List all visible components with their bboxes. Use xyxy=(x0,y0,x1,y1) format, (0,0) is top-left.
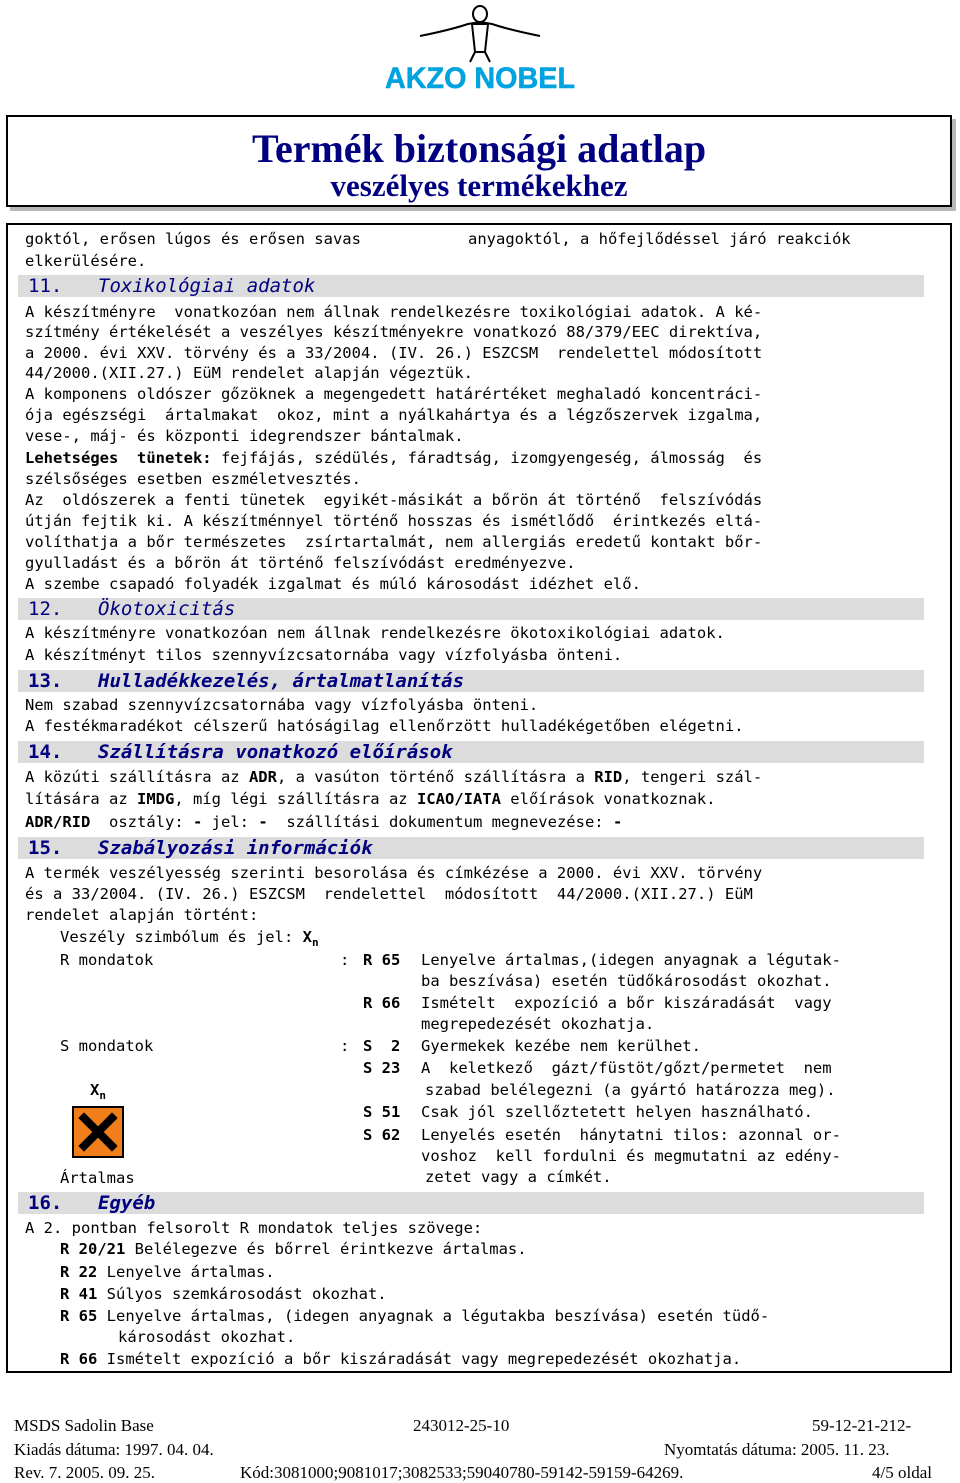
page-subtitle: veszélyes termékekhez xyxy=(330,168,628,203)
adr-term: ADR xyxy=(248,768,277,786)
section-14-title: Szállításra vonatkozó előírások xyxy=(98,741,453,763)
s23-code: S 23 xyxy=(363,1059,401,1077)
section-13-number: 13. xyxy=(28,670,63,692)
s51-text-1: Csak jól szellőztetett helyen használható. xyxy=(421,1103,813,1121)
doc-name-value: - xyxy=(612,813,623,831)
r66-text-1: Ismételt expozíció a bőr kiszáradását vagy xyxy=(421,994,832,1012)
r65-text-1: Lenyelve ártalmas,(idegen anyagnak a légutak- xyxy=(421,951,841,969)
hazard-symbol-label: Veszély szimbólum és jel: xyxy=(60,928,303,946)
s16-item-4-code: R 65 xyxy=(60,1307,98,1325)
akzo-nobel-logo xyxy=(380,0,580,100)
document-header xyxy=(6,115,952,207)
symptoms-label: Lehetséges tünetek: xyxy=(25,449,212,467)
footer-product: MSDS Sadolin Base xyxy=(14,1416,154,1435)
footer-product-code: 243012-25-10 xyxy=(413,1416,510,1435)
footer-codes: Kód:3081000;9081017;3082533;59040780-59142-59159-64269. xyxy=(240,1463,684,1482)
adr-rid-label: ADR/RID xyxy=(25,813,91,831)
logo-text: AKZO NOBEL xyxy=(385,62,575,95)
section-11-title: Toxikológiai adatok xyxy=(98,275,316,297)
s16-item-5-text: Ismételt expozíció a bőr kiszáradását vagy megrepedezését okozhatja. xyxy=(97,1350,742,1368)
s11-p3-line-2: Az oldószerek a fenti tünetek egyikét-másikát a bőrön át történő felszívódás xyxy=(25,491,763,509)
footer-print-date: Nyomtatás dátuma: 2005. 11. 23. xyxy=(664,1440,890,1459)
s11-p3-line-1: szélsőséges esetben eszméletvesztés. xyxy=(25,470,361,488)
s14-line-2 xyxy=(25,789,716,810)
s11-p1-line-4: 44/2000.(XII.27.) EüM rendelet alapján végeztük. xyxy=(25,364,473,382)
doc-name-label: szállítási dokumentum megnevezése: xyxy=(267,813,613,831)
s14-l2-t3: előírások vonatkoznak. xyxy=(500,790,716,808)
s16-item-3-text: Súlyos szemkárosodást okozhat. xyxy=(97,1285,387,1303)
s13-line-2: A festékmaradékot célszerű hatóságilag ellenőrzött hulladékégetőben elégetni. xyxy=(25,717,744,735)
s16-item-4-cont: károsodást okozhat. xyxy=(118,1328,296,1346)
hazard-pictogram-sub: n xyxy=(99,1089,106,1103)
sign-label: jel: xyxy=(202,813,259,831)
s2-code: S 2 xyxy=(363,1037,401,1055)
r65-code: R 65 xyxy=(363,951,401,969)
s51-code: S 51 xyxy=(363,1103,401,1121)
continuation-line-1a: goktól, erősen lúgos és erősen savas xyxy=(25,230,361,248)
continuation-line-2: elkerülésére. xyxy=(25,252,147,270)
s11-p2-line-2: ója egészségi ártalmakat okoz, mint a nyálkahártya és a légzőszervek izgalma, xyxy=(25,406,763,424)
s16-item-3 xyxy=(60,1284,387,1305)
s14-line-3 xyxy=(25,812,622,833)
page-footer xyxy=(0,1410,960,1483)
s15-p1-line-2: és a 33/2004. (IV. 26.) ESZCSM rendelettel módosított 44/2000.(XII.27.) EüM xyxy=(25,885,753,903)
s11-p3-line-5: gyulladást és a bőrön át történő felszívódást eredményezve. xyxy=(25,554,576,572)
s2-text-1: Gyermekek kezébe nem kerülhet. xyxy=(421,1037,701,1055)
section-15-title: Szabályozási információk xyxy=(98,837,373,859)
s13-line-1: Nem szabad szennyvízcsatornába vagy vízfolyásba önteni. xyxy=(25,696,539,714)
section-12-title: Ökotoxicitás xyxy=(98,598,236,620)
rid-term: RID xyxy=(594,768,623,786)
s11-p3-line-3: útján fejtik ki. A készítménnyel történő hosszas és ismétlődő érintkezés eltá- xyxy=(25,512,763,530)
footer-issue-date: Kiadás dátuma: 1997. 04. 04. xyxy=(14,1440,214,1459)
r66-text-2: megrepedezését okozhatja. xyxy=(421,1015,655,1033)
icao-iata-term: ICAO/IATA xyxy=(416,790,501,808)
section-16-title: Egyéb xyxy=(98,1192,156,1214)
hazard-pictogram-letter: X xyxy=(90,1081,100,1099)
s23-text-2: szabad belélegezni (a gyártó határozza meg). xyxy=(425,1081,836,1099)
hazard-symbol-value: X xyxy=(302,928,312,946)
s12-line-1: A készítményre vonatkozóan nem állnak rendelkezésre ökotoxikológiai adatok. xyxy=(25,624,725,642)
page-title: Termék biztonsági adatlap xyxy=(251,126,707,171)
s62-text-3: zetet vagy a címkét. xyxy=(425,1168,612,1186)
s11-p2-line-3: vese-, máj- és központi idegrendszer bántalmak. xyxy=(25,427,464,445)
s11-p1-line-3: a 2000. évi XXV. törvény és a 33/2004. (IV. 26.) ESZCSM rendelettel módosított xyxy=(25,344,763,362)
r66-code: R 66 xyxy=(363,994,401,1012)
hazard-pictogram-caption: Ártalmas xyxy=(60,1169,135,1187)
s14-l2-t2: , míg légi szállításra az xyxy=(174,790,417,808)
s16-item-5-code: R 66 xyxy=(60,1350,98,1368)
s16-item-5 xyxy=(60,1349,741,1370)
r65-text-2: ba beszívása) esetén tüdőkárosodást okozhat. xyxy=(421,972,832,990)
s11-p2-line-1: A komponens oldószer gőzöknek a megengedett határértéket meghaladó koncentráci- xyxy=(25,385,763,403)
s16-item-2-text: Lenyelve ártalmas. xyxy=(97,1263,275,1281)
s11-p1-line-1: A készítményre vonatkozóan nem állnak rendelkezésre toxikológiai adatok. A ké- xyxy=(25,303,763,321)
s-phrases-label: S mondatok xyxy=(60,1037,154,1055)
s16-item-3-code: R 41 xyxy=(60,1285,98,1303)
s12-line-2: A készítményt tilos szennyvízcsatornába vagy vízfolyásba önteni. xyxy=(25,646,623,664)
s11-p1-line-2: szítmény értékelését a veszélyes készítményekre vonatkozó 88/379/EEC direktíva, xyxy=(25,323,763,341)
s16-intro: A 2. pontban felsorolt R mondatok teljes szövege: xyxy=(25,1219,483,1237)
footer-revision: Rev. 7. 2005. 09. 25. xyxy=(14,1463,156,1482)
s14-l1-t1: A közúti szállításra az xyxy=(25,768,249,786)
s14-l1-t3: , tengeri szál- xyxy=(622,768,763,786)
s23-text-1: A keletkező gázt/füstöt/gőzt/permetet nem xyxy=(421,1059,832,1077)
section-12-number: 12. xyxy=(28,598,63,620)
section-11-number: 11. xyxy=(28,275,63,297)
s11-p3-line-4: volíthatja a bőr természetes zsírtartalmát, nem allergiás eredetű kontakt bőr- xyxy=(25,533,763,551)
s62-text-2: voshoz kell fordulni és megmutatni az edény- xyxy=(421,1147,841,1165)
s62-text-1: Lenyelés esetén hánytatni tilos: azonnal or- xyxy=(421,1126,841,1144)
class-label: osztály: xyxy=(90,813,193,831)
s-phrases-colon: : xyxy=(340,1037,350,1055)
s14-line-1 xyxy=(25,767,762,788)
s16-item-2 xyxy=(60,1262,275,1283)
imdg-term: IMDG xyxy=(136,790,175,808)
r-phrases-label: R mondatok xyxy=(60,951,154,969)
s15-p1-line-3: rendelet alapján történt: xyxy=(25,906,259,924)
r-phrases-colon: : xyxy=(340,951,350,969)
s16-item-4 xyxy=(60,1306,769,1327)
section-13-title: Hulladékkezelés, ártalmatlanítás xyxy=(98,670,465,692)
section-15-number: 15. xyxy=(28,837,63,859)
akzo-nobel-figure-logo xyxy=(380,0,580,100)
footer-page-number: 4/5 oldal xyxy=(872,1463,932,1482)
class-value: - xyxy=(192,813,203,831)
s14-l2-t1: lítására az xyxy=(25,790,137,808)
section-16-number: 16. xyxy=(28,1192,63,1214)
s16-item-4-text: Lenyelve ártalmas, (idegen anyagnak a légutakba beszívása) esetén tüdő- xyxy=(97,1307,770,1325)
hazard-symbol-sub: n xyxy=(311,936,319,950)
s15-p1-line-1: A termék veszélyesség szerinti besorolása és címkézése a 2000. évi XXV. törvény xyxy=(25,864,763,882)
s16-item-2-code: R 22 xyxy=(60,1263,98,1281)
section-14-number: 14. xyxy=(28,741,63,763)
s16-item-1-text: Belélegezve és bőrrel érintkezve ártalmas. xyxy=(125,1240,527,1258)
s11-symptoms-line xyxy=(25,448,762,469)
s16-item-1 xyxy=(60,1239,527,1260)
s11-p3-line-6: A szembe csapadó folyadék izgalmat és múló károsodást idézhet elő. xyxy=(25,575,641,593)
hazard-pictogram-label xyxy=(90,1080,106,1106)
s62-code: S 62 xyxy=(363,1126,401,1144)
s14-l1-t2: , a vasúton történő szállításra a xyxy=(276,768,595,786)
s16-item-1-code: R 20/21 xyxy=(60,1240,126,1258)
harmful-x-icon xyxy=(72,1106,124,1158)
symptoms-text: fejfájás, szédülés, fáradtság, izomgyengeség, álmosság és xyxy=(211,449,763,467)
sign-value: - xyxy=(258,813,268,831)
footer-ref-code: 59-12-21-212- xyxy=(812,1416,912,1435)
continuation-line-1b: anyagoktól, a hőfejlődéssel járó reakciók xyxy=(468,230,851,248)
